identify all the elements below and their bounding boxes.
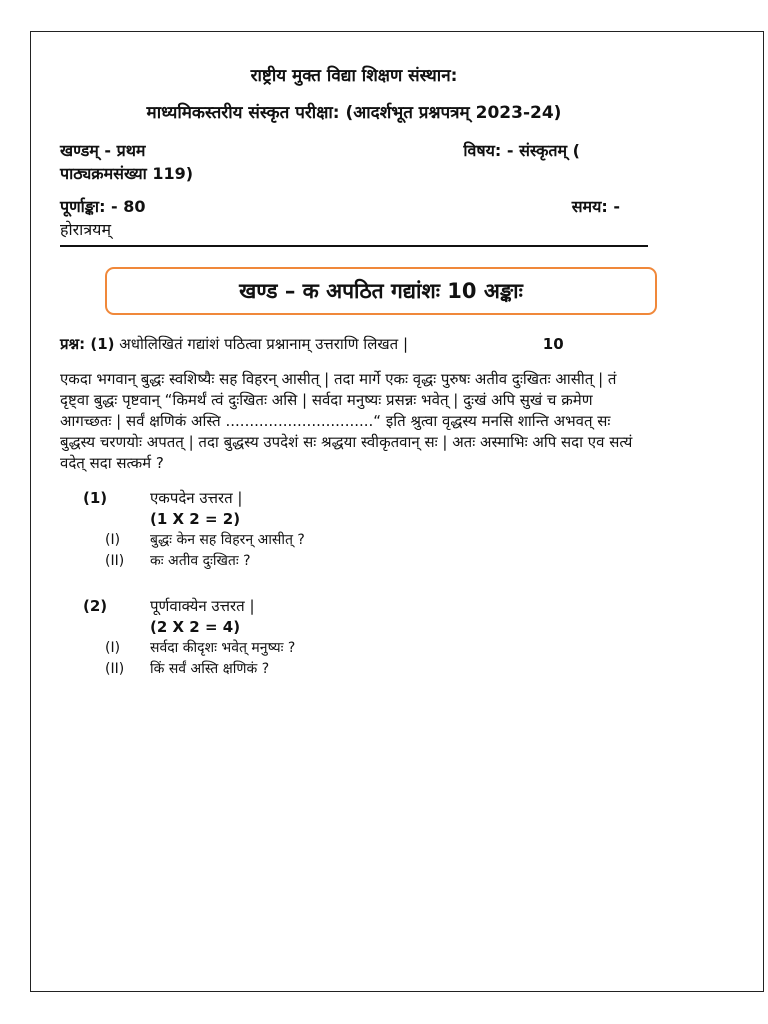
subquestion-1-number: (1)	[83, 489, 108, 507]
list-item: (I) सर्वदा कीदृशः भवेत् मनुष्यः ?	[105, 640, 296, 656]
list-item: (II) किं सर्वं अस्ति क्षणिकं ?	[105, 661, 270, 677]
subquestion-2-number: (2)	[83, 597, 108, 615]
header-divider	[60, 245, 648, 247]
subquestion-2	[60, 596, 648, 680]
question-1	[60, 334, 648, 355]
full-marks: पूर्णाङ्का: - 80	[60, 197, 146, 216]
exam-title: माध्यमिकस्तरीय संस्कृत परीक्षा: (आदर्शभूत प्रश्नपत्रम् 2023-24)	[146, 103, 562, 123]
marks-row	[60, 195, 648, 218]
list-item: (II) कः अतीव दुःखितः ?	[105, 553, 251, 569]
time-label: समय: -	[571, 197, 620, 216]
subject-row	[60, 139, 648, 162]
question-1-label: प्रश्न: (1)	[60, 335, 115, 353]
section-name: खण्डम् - प्रथम	[60, 141, 146, 160]
subquestion-2-text: पूर्णवाक्येन उत्तरत |	[150, 597, 255, 615]
question-1-marks: 10	[542, 335, 564, 353]
section-heading-box: खण्ड – क अपठित गद्यांशः 10 अङ्काः	[105, 267, 657, 315]
institute-title: राष्ट्रीय मुक्त विद्या शिक्षण संस्थान:	[250, 66, 458, 86]
subquestion-1-text: एकपदेन उत्तरत |	[150, 489, 243, 507]
passage: एकदा भगवान् बुद्धः स्वशिष्यैः सह विहरन् आसीत् | तदा मार्गे एकः वृद्धः पुरुषः अतीव दुःखितः आसीत् | तं दृष्ट्वा बुद्धः पृष्टवान् “किमर्थं त्वं दुःखितः असि | सर्वदा मनुष्यः प्रसन्नः भवेत् | दुःखं अपि सुखं च क्रमेण आगच्छतः | सर्वं क्षणिकं अस्ति ...............................“ इति श्रुत्वा वृद्धस्य मनसि शान्ति अभवत् सः बुद्धस्य चरणयोः अपतत् | तदा बुद्धस्य उपदेशं सः श्रद्धया स्वीकृतवान् सः | अतः अस्माभिः अपि सदा एव सत्यं वदेत् सदा सत्कर्म ?	[60, 370, 633, 472]
document-content	[60, 64, 648, 680]
subject-code: पाठ्यक्रमसंख्या 119)	[60, 164, 194, 183]
subquestion-1-marks: (1 X 2 = 2)	[150, 510, 241, 528]
time-value: होरात्रयम्	[60, 220, 112, 239]
subject-name: विषय: - संस्कृतम् (	[463, 141, 580, 160]
subquestion-2-marks: (2 X 2 = 4)	[150, 618, 241, 636]
subquestion-1	[60, 488, 648, 572]
question-1-text: अधोलिखितं गद्यांशं पठित्वा प्रश्नानाम् उत्तराणि लिखत |	[119, 335, 409, 353]
list-item: (I) बुद्धः केन सह विहरन् आसीत् ?	[105, 532, 305, 548]
